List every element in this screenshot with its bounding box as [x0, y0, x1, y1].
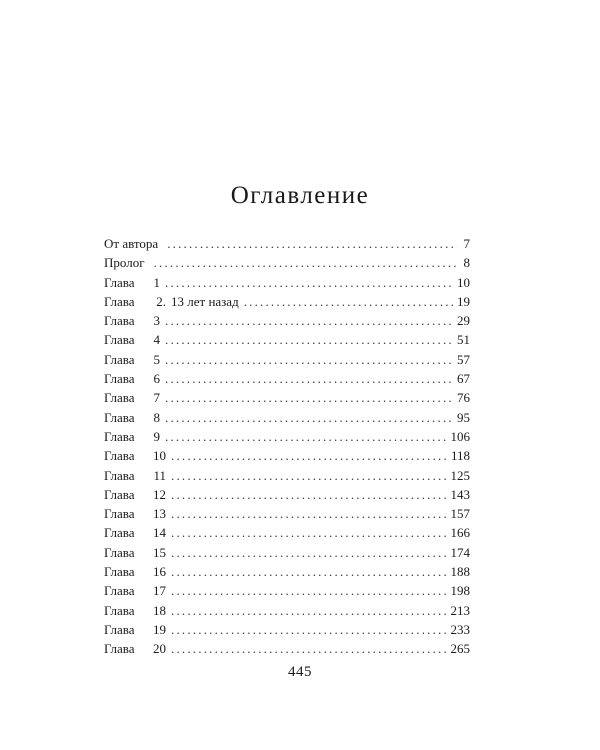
dot-leader: [165, 408, 454, 427]
toc-entry: [104, 485, 470, 504]
toc-entry-page: 125: [450, 467, 470, 483]
toc-entry-chapter-number: 12: [153, 486, 166, 502]
toc-entry-chapter-number: 10: [153, 448, 166, 464]
toc-entry: [104, 234, 470, 253]
toc-entry: [104, 427, 470, 446]
toc-entry-chapter-number: 11: [153, 467, 166, 483]
toc-entry: [104, 369, 470, 388]
toc-entry-chapter-number: 16: [153, 564, 166, 580]
dot-leader: [171, 485, 448, 504]
toc-entry: [104, 523, 470, 542]
dot-leader: [171, 581, 448, 600]
dot-leader: [171, 620, 448, 639]
toc-entry-page: 265: [450, 641, 470, 657]
toc-entry-label: [104, 446, 166, 465]
toc-entry: [104, 350, 470, 369]
toc-entry-chapter-number: 5: [153, 351, 160, 367]
toc-entry-label: [104, 369, 160, 388]
toc-entry-label: [104, 234, 162, 253]
toc-entry-chapter-word: Глава: [104, 583, 135, 599]
toc-entry-page: 233: [450, 621, 470, 637]
toc-entry-chapter-number: 15: [153, 544, 166, 560]
toc-entry-chapter-word: Глава: [104, 428, 135, 444]
toc-entry-page: 157: [450, 506, 470, 522]
toc-entry-label: [104, 523, 166, 542]
toc-entry-chapter-word: Глава: [104, 525, 135, 541]
toc-entry-chapter-number: 17: [153, 583, 166, 599]
dot-leader: [165, 369, 454, 388]
toc-entry-label: [104, 485, 166, 504]
toc-entry-label: [104, 427, 160, 446]
toc-entry-chapter-word: Глава: [104, 371, 135, 387]
toc-entry-chapter-number: 2.: [156, 293, 166, 309]
toc-entry-label: [104, 620, 166, 639]
toc-entry: [104, 581, 470, 600]
toc-entry-page: 51: [457, 332, 470, 348]
toc-entry-chapter-word: Глава: [104, 351, 135, 367]
dot-leader: [165, 273, 454, 292]
dot-leader: [165, 427, 448, 446]
toc-entry: [104, 292, 470, 311]
dot-leader: [165, 311, 454, 330]
toc-entry-chapter-number: 3: [153, 313, 160, 329]
toc-entry-chapter-word: Глава: [104, 332, 135, 348]
toc-entry-page: 95: [457, 409, 470, 425]
toc-entry: [104, 562, 470, 581]
toc-entry-chapter-number: 8: [153, 409, 160, 425]
toc-entry-chapter-word: Глава: [104, 313, 135, 329]
dot-leader: [171, 504, 448, 523]
toc-entry-subtitle: 13 лет назад: [171, 293, 239, 309]
dot-leader: [165, 330, 454, 349]
toc-entry-title: От автора: [104, 236, 159, 251]
dot-leader: [171, 466, 448, 485]
toc-entry: [104, 311, 470, 330]
toc-entry: [104, 601, 470, 620]
toc-entry: [104, 253, 470, 272]
toc-entry-chapter-number: 1: [153, 274, 160, 290]
toc-entry-chapter-number: 9: [153, 428, 160, 444]
dot-leader: [154, 253, 457, 272]
toc-entry-chapter-word: Глава: [104, 602, 135, 618]
toc-entry-page: 188: [450, 564, 470, 580]
toc-entry-page: 213: [450, 602, 470, 618]
toc-entry-chapter-number: 7: [153, 390, 160, 406]
page-number: 445: [288, 664, 312, 680]
dot-leader: [171, 543, 448, 562]
toc-entry: [104, 466, 470, 485]
toc-entry: [104, 408, 470, 427]
toc-entry-label: [104, 408, 160, 427]
toc-entry-chapter-number: 6: [153, 371, 160, 387]
toc-entry-chapter-word: Глава: [104, 564, 135, 580]
toc-entry-page: 8: [463, 255, 470, 271]
dot-leader: [171, 639, 448, 658]
dot-leader: [165, 388, 454, 407]
dot-leader: [165, 350, 454, 369]
toc-entry: [104, 388, 470, 407]
toc-entry-label: [104, 388, 160, 407]
toc-entry-page: 118: [450, 448, 470, 464]
toc-entry-chapter-number: 4: [153, 332, 160, 348]
toc-entry-page: 7: [463, 236, 470, 251]
toc-entry-chapter-word: Глава: [104, 448, 135, 464]
toc-entry-label: [104, 601, 166, 620]
toc-entry: [104, 504, 470, 523]
toc-entry-label: [104, 330, 160, 349]
toc-entry-chapter-number: 13: [153, 506, 166, 522]
toc-entry-page: 67: [457, 371, 470, 387]
dot-leader: [171, 446, 448, 465]
dot-leader: [171, 523, 448, 542]
dot-leader: [167, 234, 457, 253]
toc-entry-label: [104, 350, 160, 369]
toc-entry-chapter-number: 20: [153, 641, 166, 657]
toc-entry: [104, 543, 470, 562]
toc-entry-page: 19: [457, 293, 470, 309]
dot-leader: [244, 292, 454, 311]
toc-entry-page: 10: [457, 274, 470, 290]
dot-leader: [171, 601, 448, 620]
toc-entry-chapter-word: Глава: [104, 486, 135, 502]
toc-entry-label: [104, 504, 166, 523]
toc-entry: [104, 639, 470, 658]
toc-entry-page: 174: [450, 544, 470, 560]
toc-entry-chapter-number: 19: [153, 621, 166, 637]
toc-entry-page: 29: [457, 313, 470, 329]
toc-entry-page: 57: [457, 351, 470, 367]
toc-entry-chapter-word: Глава: [104, 467, 135, 483]
toc-entry: [104, 446, 470, 465]
toc-entry-title: Пролог: [104, 255, 145, 271]
toc-entry-label: [104, 292, 239, 311]
toc-entry: [104, 620, 470, 639]
toc-entry-chapter-word: Глава: [104, 293, 135, 309]
toc-entry-label: [104, 253, 149, 272]
toc-entry-label: [104, 273, 160, 292]
dot-leader: [171, 562, 448, 581]
toc-entry-page: 143: [450, 486, 470, 502]
toc-entry-chapter-number: 14: [153, 525, 166, 541]
toc-list: [104, 234, 470, 659]
toc-entry-page: 166: [450, 525, 470, 541]
toc-entry-page: 106: [450, 428, 470, 444]
toc-title: Оглавление: [230, 182, 370, 209]
toc-entry-chapter-number: 18: [153, 602, 166, 618]
toc-entry-chapter-word: Глава: [104, 506, 135, 522]
toc-entry-chapter-word: Глава: [104, 641, 135, 657]
toc-entry-label: [104, 466, 166, 485]
toc-entry-label: [104, 543, 166, 562]
toc-entry-chapter-word: Глава: [104, 621, 135, 637]
toc-entry-chapter-word: Глава: [104, 544, 135, 560]
toc-entry: [104, 273, 470, 292]
toc-entry-label: [104, 311, 160, 330]
toc-entry-label: [104, 562, 166, 581]
toc-entry-label: [104, 581, 166, 600]
toc-entry-chapter-word: Глава: [104, 409, 135, 425]
toc-entry-page: 76: [457, 390, 470, 406]
toc-entry: [104, 330, 470, 349]
toc-entry-chapter-word: Глава: [104, 274, 135, 290]
toc-entry-label: [104, 639, 166, 658]
toc-entry-chapter-word: Глава: [104, 390, 135, 406]
toc-entry-page: 198: [450, 583, 470, 599]
